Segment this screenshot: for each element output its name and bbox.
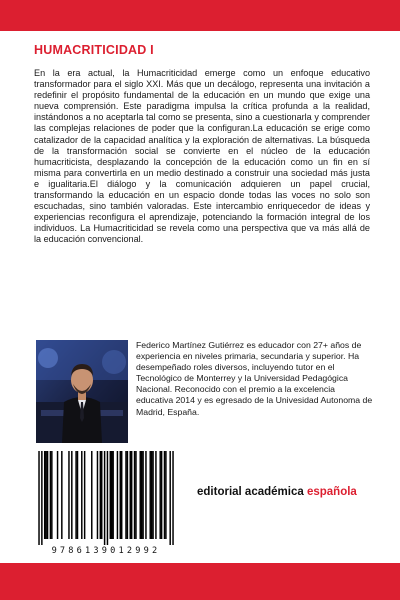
barcode-bar [141, 451, 142, 539]
top-color-band [0, 0, 400, 31]
barcode-bar [84, 451, 85, 539]
author-photo [36, 340, 128, 443]
barcode-bar [125, 451, 126, 539]
publisher-name-accent: española [306, 486, 357, 498]
barcode-bar [71, 451, 72, 539]
barcode-bar [91, 451, 92, 539]
barcode-bar [111, 451, 112, 539]
barcode-bar [47, 451, 48, 539]
barcode-bar [41, 451, 42, 545]
barcode-bar [127, 451, 128, 539]
barcode-bar [117, 451, 118, 539]
back-cover-blurb: En la era actual, la Humacriticidad emerge como un enfoque educativo transformador para el siglo XXI. Más que un decálogo, representa una invitación a redefinir el propósito fundamental de la educación en un mundo que exige una nueva comprensión. Este paradigma impulsa la crítica profunda a la realidad, instándonos a no aceptarla tal como se presenta, sino a cuestionarla y comprender las complejas relaciones de poder que la configuran.La educación se erige como catalizador de la capacidad analítica y la exploración de alternativas. La búsqueda de la transformación social se convierte en el núcleo de la educación humacriticista, desplazando la concepción de la educación como un fin en sí misma para convertirla en un medio destinado a construir una sociedad más justa e igualitaria.El diálogo y la comunicación adquieren un papel crucial, transformando la educación en un espacio donde todas las voces no solo son escuchadas, sino también valoradas. Este intercambio enriquecedor de ideas y experiencias reconfigura el aprendizaje, potenciando la formación integral de los individuos. La Humacriticidad se revela como una perspectiva que va más allá de la educación convencional. [34, 68, 370, 245]
barcode-bar [50, 451, 51, 539]
barcode-bar [120, 451, 121, 539]
barcode-bar [165, 451, 166, 539]
barcode-bar [57, 451, 58, 539]
barcode-bars [34, 451, 178, 545]
barcode-bar [112, 451, 113, 539]
barcode-bar [161, 451, 162, 539]
barcode-bar [104, 451, 105, 545]
barcode-bar [61, 451, 62, 539]
barcode-bar [68, 451, 69, 539]
barcode-bar [44, 451, 45, 539]
publisher-name: editorial académica [197, 486, 304, 498]
barcode-bar [152, 451, 153, 539]
barcode-bar [81, 451, 82, 539]
publisher-logo [197, 486, 357, 498]
barcode-bar [110, 451, 111, 539]
barcode-bar [75, 451, 76, 539]
barcode-bar [140, 451, 141, 539]
barcode-bar [100, 451, 101, 539]
author-biography: Federico Martínez Gutiérrez es educador con 27+ años de experiencia en niveles primaria, secundaria y superior. Ha desempeñado roles diversos, incluyendo tutor en el Tecnológico de Monterrey y la Universidad Pedagógica Nacional. Reconocido con el premio a la excelencia educativa 2014 y es egresado de la Univesidad Autonoma de Madrid, España. [136, 340, 373, 417]
barcode-bar [101, 451, 102, 539]
barcode-bar [149, 451, 150, 539]
book-title: HUMACRITICIDAD I [34, 43, 154, 57]
barcode-bar [169, 451, 170, 545]
barcode-bar [164, 451, 165, 539]
barcode-bar [121, 451, 122, 539]
barcode-bar [131, 451, 132, 539]
barcode-bar [77, 451, 78, 539]
barcode-bar [45, 451, 46, 539]
isbn-number: 9786139012992 [51, 546, 161, 556]
barcode-bar [159, 451, 160, 539]
barcode-bar [155, 451, 156, 539]
barcode-bar [130, 451, 131, 539]
barcode-bar [107, 451, 108, 545]
barcode-bar [51, 451, 52, 539]
barcode-bar [134, 451, 135, 539]
barcode-bar [172, 451, 173, 545]
isbn-barcode [34, 451, 178, 557]
barcode-bar [151, 451, 152, 539]
barcode-bar [97, 451, 98, 539]
barcode-bar [145, 451, 146, 539]
barcode-bar [135, 451, 136, 539]
barcode-bar [38, 451, 39, 545]
bottom-color-band [0, 563, 400, 600]
barcode-bar [142, 451, 143, 539]
